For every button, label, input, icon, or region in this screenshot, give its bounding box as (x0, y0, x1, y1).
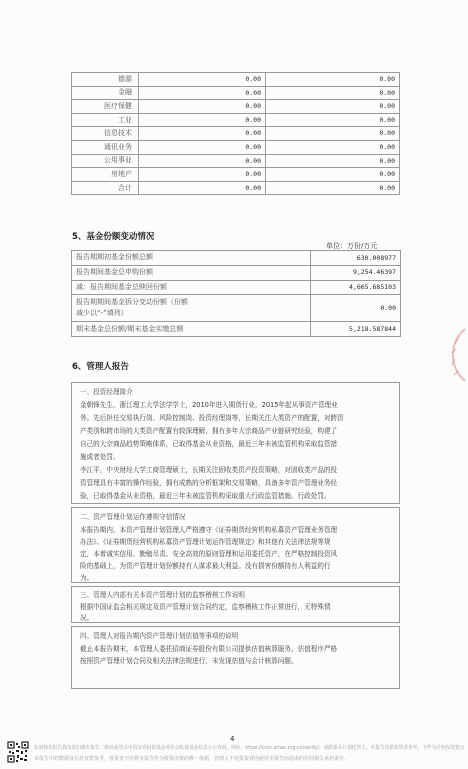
table-row (72, 295, 401, 322)
body-text-line: 定，本着诚实信用、勤勉尽责、安全高效的原则管理和运用委托资产，在严格控制投资风 (80, 550, 338, 558)
table-row (72, 251, 401, 266)
table-row (72, 154, 400, 168)
market-value-cell: 0.00 (139, 100, 266, 114)
row-value: 4,665.685103 (311, 280, 401, 295)
section-5-title: 5、基金份额变动情况 (72, 232, 155, 242)
row-label (72, 295, 311, 322)
body-text-line: 截止本报告期末，本管理人委托招商证券股份有限公司提供估值核算服务。估值程序严格 (80, 645, 338, 653)
industry-allocation-table (71, 72, 400, 195)
net-value-ratio-cell: 0.00 (266, 127, 400, 141)
row-label: 报告期间基金总申购份额 (72, 265, 311, 280)
body-text-line: 按照资产管理计划合同及相关法律法规进行，未发现估值与会计核算问题。 (80, 657, 298, 665)
net-value-ratio-cell: 0.00 (266, 140, 400, 154)
body-text-line: 产类别和跨市场的大类资产配置有较深理解，拥有多年大宗商品产业链研究经验，构建了 (80, 427, 338, 435)
body-text-line: 本报告期内，本资产管理计划管理人严格遵守《证券期货经营机构私募资产管理业务管理 (80, 526, 338, 534)
industry-name: 合计 (72, 181, 139, 195)
net-value-ratio-cell: 0.00 (266, 86, 400, 100)
industry-name: 信息技术 (72, 127, 139, 141)
table-row (72, 100, 400, 114)
industry-name: 金融 (72, 86, 139, 100)
manager-intro-box (71, 382, 400, 504)
box-heading: 二、资产管理计划运作遵规守信情况 (80, 513, 186, 521)
row-label-line: 报告期期间基金拆分变动份额（份额 (76, 298, 188, 307)
footer-line-2: 本报告中的数据及信息仅供参考，投资者不应将本报告作为投资决策的唯一依据，管理人不对投资者因使用本报告而造成的任何损失承担责任。 (34, 756, 350, 762)
body-text-line: 金朝锋先生，浙江理工大学法学学士，2010年进入期货行业，2015年起从事资产管理业 (80, 401, 338, 409)
net-value-ratio-cell: 0.00 (266, 100, 400, 114)
industry-name: 工业 (72, 113, 139, 127)
table-row (72, 322, 401, 337)
market-value-cell: 0.00 (139, 168, 266, 182)
row-value: 630.008977 (311, 251, 401, 266)
net-value-ratio-cell: 0.00 (266, 113, 400, 127)
footer-line-1: 如需核实报告真伪请扫描本报告二维码或登录中国证券投资基金业协会私募基金信息公示查询，网址：https://ccm.amac.org.cn/verify/，或联系本计划托管人，本报告仅供投资者参考，不作为任何投资建议 (34, 745, 465, 751)
body-text-line: 自己的大宗商品趋势策略体系，已取得基金从业资格，最近三年未被监管机构采取监管措 (80, 440, 338, 448)
row-label: 报告期期初基金份额总额 (72, 251, 311, 266)
market-value-cell: 0.00 (139, 73, 266, 87)
table-row (72, 113, 400, 127)
market-value-cell: 0.00 (139, 181, 266, 195)
net-value-ratio-cell: 0.00 (266, 73, 400, 87)
compliance-box (71, 507, 400, 583)
box-heading: 三、管理人内部有关本资产管理计划的监察稽核工作说明 (80, 591, 245, 599)
page-number: 4 (230, 735, 235, 743)
box-heading: 四、管理人对报告期内资产管理计划估值等事项的说明 (80, 632, 239, 640)
body-text-line: 施或者处罚。 (80, 453, 120, 461)
section-6-title: 6、管理人报告 (72, 362, 129, 372)
market-value-cell: 0.00 (139, 154, 266, 168)
row-value: 9,254.46397 (311, 265, 401, 280)
row-label: 期末基金总份额/期末基金实缴总额 (72, 322, 311, 337)
row-label: 减：报告期间基金总赎回份额 (72, 280, 311, 295)
table-row (72, 181, 400, 195)
net-value-ratio-cell: 0.00 (266, 154, 400, 168)
table-row (72, 86, 400, 100)
industry-name: 公用事业 (72, 154, 139, 168)
row-value: 5,218.587844 (311, 322, 401, 337)
table-row (72, 73, 400, 87)
net-value-ratio-cell: 0.00 (266, 168, 400, 182)
fund-share-change-table (71, 250, 401, 337)
body-text-line: 验，已取得基金从业资格，最近三年未被监管机构采取重大行政监管措施、行政处罚。 (80, 492, 331, 500)
body-text-line: 况。 (80, 614, 94, 622)
industry-name: 通讯业务 (72, 140, 139, 154)
body-text-line: 李江平，中央财经大学工商管理硕士，长期关注固收类资产投资策略，对固收类产品的投 (80, 466, 338, 474)
market-value-cell: 0.00 (139, 127, 266, 141)
seal-stamp (425, 325, 468, 385)
market-value-cell: 0.00 (139, 140, 266, 154)
body-text-line: 根据中国证监会相关规定及资产管理计划合同约定，监察稽核工作正常进行，无特殊情 (80, 603, 331, 611)
table-row (72, 265, 401, 280)
table-row (72, 140, 400, 154)
valuation-box (71, 626, 400, 689)
net-value-ratio-cell: 0.00 (266, 181, 400, 195)
row-label-line: 减少以“-”填列） (76, 309, 128, 318)
qr-code-icon[interactable] (7, 741, 29, 763)
industry-name: 房地产 (72, 168, 139, 182)
table-row (72, 127, 400, 141)
audit-box (71, 586, 400, 623)
body-text-line: 务。先后担任交易执行岗、风险控制岗、投资经理岗等，长期关注大类资产的配置，对跨资 (80, 414, 344, 422)
table-row (72, 168, 400, 182)
box-heading: 一、投资经理简介 (80, 388, 133, 396)
body-text-line: 资管理具有丰富的操作经验，拥有成熟的分析框架和交易策略，具备多年资产管理业务经 (80, 479, 338, 487)
body-text-line: 险的基础上，为资产管理计划份额持有人谋求最大利益。没有损害份额持有人利益的行 (80, 562, 331, 570)
body-text-line: 为。 (80, 574, 94, 582)
market-value-cell: 0.00 (139, 113, 266, 127)
industry-name: 德源 (72, 73, 139, 87)
industry-table-body (72, 73, 400, 195)
body-text-line: 办法》、《证券期货经营机构私募资产管理计划运作管理规定》和其他有关法律法规等规 (80, 538, 331, 546)
row-value: 0.00 (311, 295, 401, 322)
table-row (72, 280, 401, 295)
industry-name: 医疗保健 (72, 100, 139, 114)
unit-label: 单位：万份/万元 (326, 242, 378, 250)
market-value-cell: 0.00 (139, 86, 266, 100)
